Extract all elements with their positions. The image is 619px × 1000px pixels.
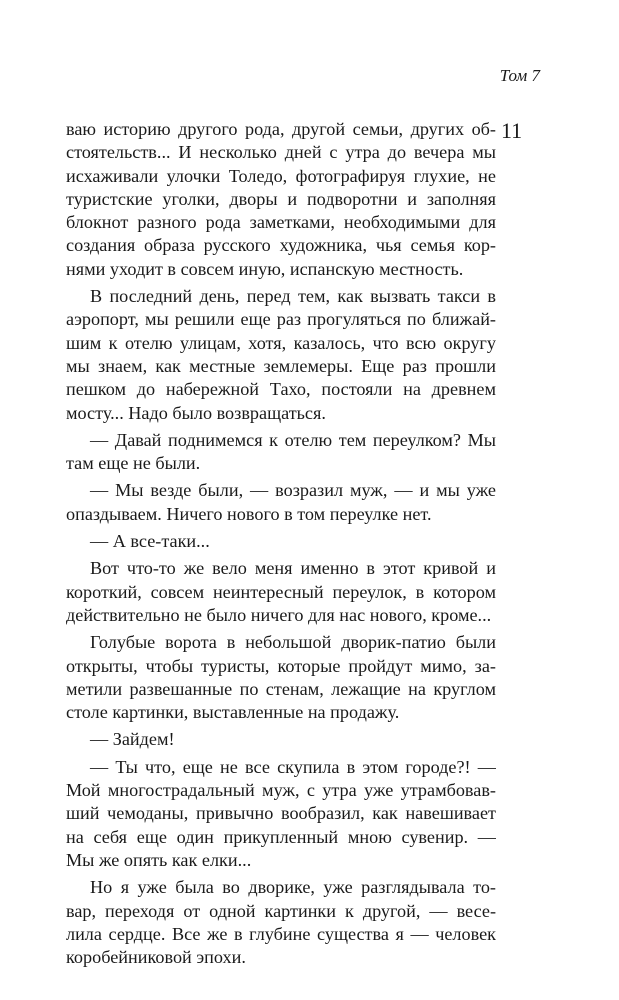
text-line: мосту... Надо было возвращаться. <box>66 402 326 423</box>
text-line: метили развешанные по стенам, лежащие на круглом <box>66 678 496 699</box>
text-line: нями уходит в совсем иную, испанскую местность. <box>66 258 464 279</box>
text-line: Вот что-то же вело меня именно в этот кривой и <box>90 558 496 579</box>
text-line: — А все-таки... <box>90 531 210 552</box>
text-line: стоятельств... И несколько дней с утра до вечера мы <box>66 142 496 163</box>
text-line: пешком до набережной Тахо, постояли на древнем <box>66 379 496 400</box>
text-line: действительно не было ничего для нас нового, кроме... <box>66 604 492 625</box>
text-line: — Давай поднимемся к отелю тем переулком? Мы <box>90 429 496 450</box>
text-line: создания образа русского художника, чья семья кор- <box>66 235 496 256</box>
text-line: короткий, совсем неинтересный переулок, в котором <box>66 581 496 602</box>
text-line: коробейниковой эпохи. <box>66 947 246 968</box>
text-line: аэропорт, мы решили еще раз прогуляться по ближай- <box>66 309 496 330</box>
text-line: ший чемоданы, привычно вообразил, как навешивает <box>66 803 496 824</box>
text-line: Но я уже была во дворике, уже разглядывала то- <box>90 877 496 898</box>
text-line: блокнот разного рода заметками, необходимыми для <box>66 212 496 233</box>
text-line: Мы же опять как елки... <box>66 849 252 870</box>
text-line: опаздываем. Ничего нового в том переулке нет. <box>66 503 432 524</box>
text-line: там еще не были. <box>66 453 201 474</box>
text-line: ваю историю другого рода, другой семьи, других об- <box>66 119 496 139</box>
text-line: вар, переходя от одной картинки к другой, — весе- <box>66 900 496 921</box>
running-head: Том 7 <box>499 66 540 85</box>
text-line: — Ты что, еще не все скупила в этом городе?! — <box>90 756 496 777</box>
text-line: на себя еще один прикупленный мною сувенир. — <box>66 826 496 847</box>
text-line: Мой многострадальный муж, с утра уже утрамбовав- <box>66 780 496 801</box>
page-number: 11 <box>501 118 523 143</box>
text-line: — Зайдем! <box>90 729 175 750</box>
text-line: туристские уголки, дворы и подворотни и заполняя <box>66 188 496 209</box>
text-line: шим к отелю улицам, хотя, казалось, что всю округу <box>66 332 496 353</box>
body-text <box>66 118 496 969</box>
text-line: столе картинки, выставленные на продажу. <box>66 702 400 723</box>
text-line: лила сердце. Все же в глубине существа я — человек <box>66 923 496 944</box>
text-line: Голубые ворота в небольшой дворик-патио были <box>90 632 496 653</box>
text-line: открыты, чтобы туристы, которые пройдут мимо, за- <box>66 655 496 676</box>
text-line: В последний день, перед тем, как вызвать такси в <box>90 286 496 307</box>
text-line: — Мы везде были, — возразил муж, — и мы уже <box>90 480 496 501</box>
text-line: исхаживали улочки Толедо, фотографируя глухие, не <box>66 165 496 186</box>
text-line: мы знаем, как местные землемеры. Еще раз прошли <box>66 355 496 376</box>
